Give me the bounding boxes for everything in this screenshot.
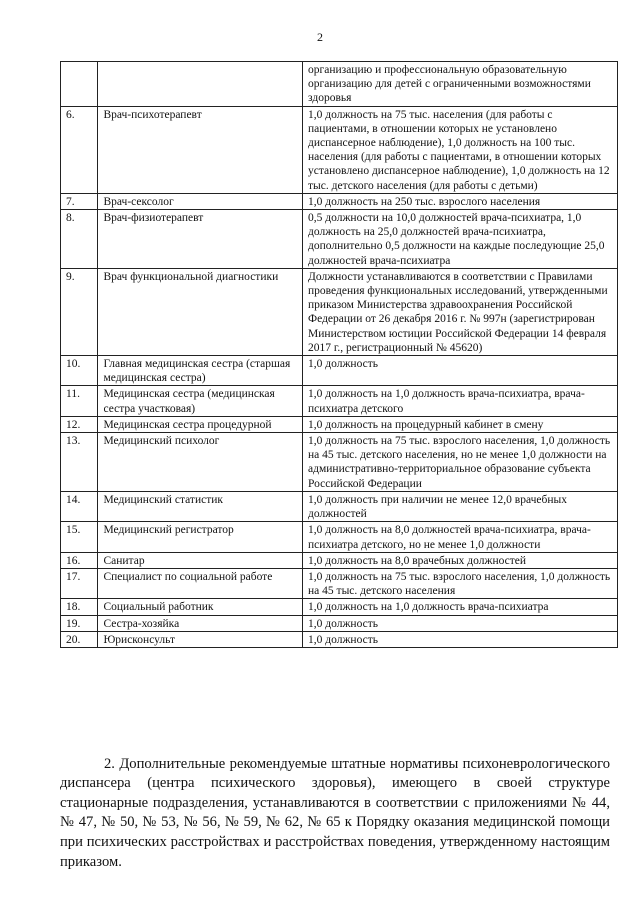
paragraph-2: 2. Дополнительные рекомендуемые штатные нормативы психоневрологического диспансера (центра психического здоровья), имеющего в своей структуре стационарные подразделения, устанавливаются в соответствии с приложениями № 44, № 47, № 50, № 53, № 56, № 59, № 62, № 65 к Порядку оказания медицинской помощи при психических расстройствах и расстройствах поведения, утвержденному настоящим приказом. <box>60 755 610 870</box>
row-number: 8. <box>61 210 98 269</box>
position-name: Врач-психотерапевт <box>98 106 303 193</box>
row-number: 6. <box>61 106 98 193</box>
position-name: Врач функциональной диагностики <box>98 268 303 355</box>
position-name: Врач-сексолог <box>98 193 303 209</box>
staffing-norm: 1,0 должность <box>303 631 618 647</box>
table-row <box>61 268 618 355</box>
row-number: 13. <box>61 433 98 492</box>
position-name: Социальный работник <box>98 599 303 615</box>
table-row <box>61 62 618 107</box>
row-number: 14. <box>61 491 98 521</box>
staffing-norm: организацию и профессиональную образовательную организацию для детей с ограниченными возможностями здоровья <box>303 62 618 107</box>
staffing-norm: Должности устанавливаются в соответствии с Правилами проведения функциональных исследований, утвержденными приказом Министерства здравоохранения Российской Федерации от 26 декабря 2016 г. № 997н (зарегистрирован Министерством юстиции Российской Федерации 14 февраля 2017 г., регистрационный № 45620) <box>303 268 618 355</box>
staffing-norm: 1,0 должность на 8,0 должностей врача-психиатра, врача-психиатра детского, но не менее 1,0 должности <box>303 522 618 552</box>
staffing-norm: 1,0 должность на 75 тыс. взрослого населения, 1,0 должность на 45 тыс. детского населения <box>303 568 618 598</box>
table-row <box>61 386 618 416</box>
staffing-norm: 1,0 должность на 75 тыс. населения (для работы с пациентами, в отношении которых не установлено диспансерное наблюдение), 1,0 должность на 100 тыс. населения (для работы с пациентами, в отношении которых установлено диспансерное наблюдение), 1,0 должность на 12 тыс. детского населения (для работы с детьми) <box>303 106 618 193</box>
row-number: 20. <box>61 631 98 647</box>
table-row <box>61 568 618 598</box>
staffing-norm: 1,0 должность на 250 тыс. взрослого населения <box>303 193 618 209</box>
table-row <box>61 522 618 552</box>
staffing-norm: 1,0 должность при наличии не менее 12,0 врачебных должностей <box>303 491 618 521</box>
position-name: Главная медицинская сестра (старшая медицинская сестра) <box>98 356 303 386</box>
staffing-norm: 0,5 должности на 10,0 должностей врача-психиатра, 1,0 должность на 25,0 должностей врача-психиатра, дополнительно 0,5 должности на каждые последующие 25,0 должностей врача-психиатра <box>303 210 618 269</box>
staffing-table <box>60 61 618 648</box>
row-number: 12. <box>61 416 98 432</box>
row-number: 7. <box>61 193 98 209</box>
row-number: 19. <box>61 615 98 631</box>
staffing-norm: 1,0 должность <box>303 356 618 386</box>
staffing-norm: 1,0 должность на 75 тыс. взрослого населения, 1,0 должность на 45 тыс. детского населения, но не менее 1,0 должности на административно-территориальное образование субъекта Российской Федерации <box>303 433 618 492</box>
row-number: 15. <box>61 522 98 552</box>
table-row <box>61 491 618 521</box>
table-row <box>61 433 618 492</box>
staffing-norm: 1,0 должность <box>303 615 618 631</box>
position-name: Врач-физиотерапевт <box>98 210 303 269</box>
staffing-norm: 1,0 должность на 8,0 врачебных должностей <box>303 552 618 568</box>
staffing-norm: 1,0 должность на процедурный кабинет в смену <box>303 416 618 432</box>
table-row <box>61 193 618 209</box>
page-number: 2 <box>317 30 323 44</box>
row-number: 11. <box>61 386 98 416</box>
staffing-table-body <box>61 62 618 648</box>
row-number: 9. <box>61 268 98 355</box>
table-row <box>61 631 618 647</box>
position-name: Медицинский статистик <box>98 491 303 521</box>
table-row <box>61 106 618 193</box>
position-name: Специалист по социальной работе <box>98 568 303 598</box>
table-row <box>61 552 618 568</box>
row-number: 16. <box>61 552 98 568</box>
position-name: Сестра-хозяйка <box>98 615 303 631</box>
position-name: Медицинская сестра процедурной <box>98 416 303 432</box>
staffing-norm: 1,0 должность на 1,0 должность врача-психиатра, врача-психиатра детского <box>303 386 618 416</box>
row-number: 10. <box>61 356 98 386</box>
row-number: 18. <box>61 599 98 615</box>
position-name: Санитар <box>98 552 303 568</box>
position-name: Медицинский регистратор <box>98 522 303 552</box>
row-number: 17. <box>61 568 98 598</box>
table-row <box>61 416 618 432</box>
row-number <box>61 62 98 107</box>
position-name <box>98 62 303 107</box>
table-row <box>61 210 618 269</box>
table-row <box>61 615 618 631</box>
staffing-norm: 1,0 должность на 1,0 должность врача-психиатра <box>303 599 618 615</box>
table-row <box>61 599 618 615</box>
position-name: Медицинский психолог <box>98 433 303 492</box>
position-name: Медицинская сестра (медицинская сестра участковая) <box>98 386 303 416</box>
position-name: Юрисконсульт <box>98 631 303 647</box>
table-row <box>61 356 618 386</box>
